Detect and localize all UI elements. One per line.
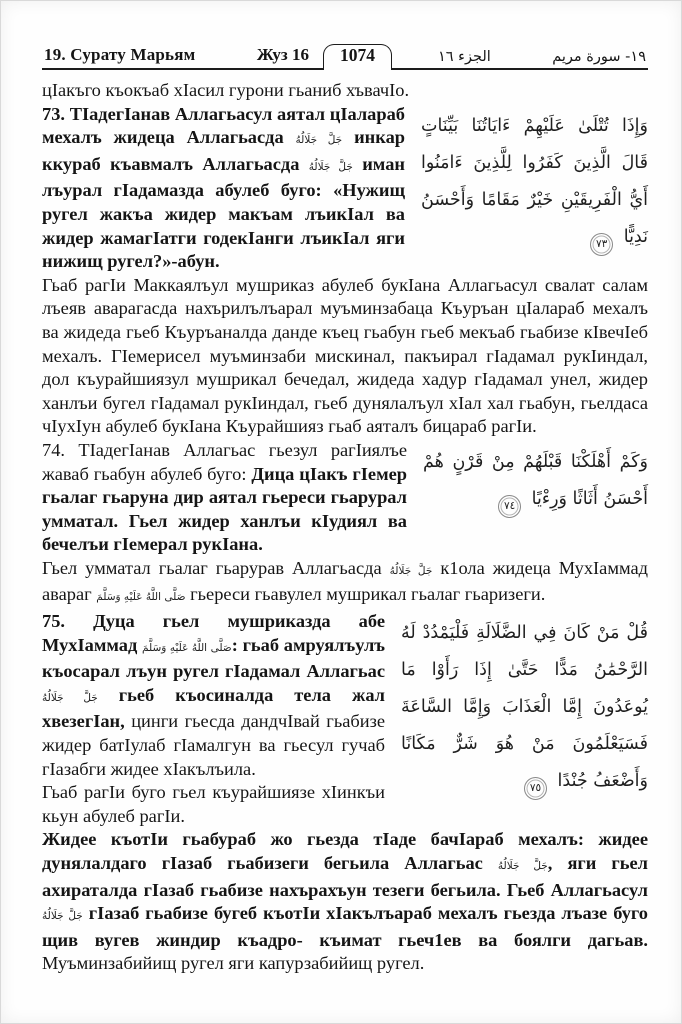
verse-75-closing-bold-1: Жидее къотIи гьабураб жо гьезда тIаде бачIараб мехалъ: жидее дунялалдаго гIазаб гьабизеги бегьила Аллагьас: [42, 829, 648, 873]
ayah-number-74: ٧٤: [498, 495, 521, 518]
verse-75-arabic-block: [401, 613, 648, 800]
verse-74-commentary-2: к1ола жидеца МухIаммад авараг: [42, 557, 649, 605]
intro-line-text: цIакъго къокъаб хIасил гурони гьаниб хъвачIо.: [42, 80, 410, 100]
verse-75-closing-regular: Муъминзабийищ ругел яги капурзабийищ ругел.: [42, 953, 425, 974]
juz-label-cyrillic: Жуз 16: [256, 45, 309, 64]
verse-73-section: [42, 103, 648, 439]
jalla-jalaluhu-honorific: جَلَّ جَلَالُهُ: [389, 564, 433, 577]
verse-75-commentary-text: Гьаб рагIи буго гьел къурайшиязе хIинкъи кьун абулеб рагIи.: [42, 782, 385, 826]
page-header: [42, 44, 648, 70]
verse-74-bold: Дица цIакъ гIемер гьалаг гьаруна дир аятал гьереси гьарурал умматал. Гьел жидер ханлъи кIудиял ва бечелъи гIемерал рукIана.: [42, 463, 408, 555]
verse-74-commentary-3: гьереси гьавулел мушрикал гьалаг гьаризеги.: [185, 584, 546, 605]
sallallahu-honorific: صَلَّى اللَّهُ عَلَيْهِ وَسَلَّمَ: [96, 591, 186, 604]
verse-73-commentary: [42, 274, 648, 439]
verse-74-arabic-text: وَكَمْ أَهْلَكْنَا قَبْلَهُمْ مِنْ قَرْنٍ هُمْ أَحْسَنُ أَثَاثًا وَرِءْيًا: [423, 451, 648, 509]
verse-75-bold-3: гьеб къосиналда тела жал хвезегIан,: [42, 684, 385, 732]
verse-73-commentary-text: Гьаб рагIи Маккаялъул мушриказ абулеб букIана Аллагьасул свалат салам лъеяв аварагасда нахърилълъарал муъминзабаца Къуръан цIалараб мехалъ ва жидеда гьеб Къуръаналда данде къец гьабун гьеб мекъаб гьабизе кIвечIеб мехалъ. ГIемерисел муъминзаби мискинал, пакъирал гIадамал рукIиндал, дол къурайшиязул мушрикал бечедал, жидеда хадур гIадамал унел, жидер ханлъи бугел гIадамал рукIиндал, гьеб дунялалъул хIал хал гьабун, гьелдаса чIухIун абулеб букIана Къурайшияз гьаб аяталъ бицараб рагIи.: [42, 274, 648, 437]
page-number-tab: [323, 44, 392, 70]
surah-title-arabic: ١٩- سورة مريم: [552, 49, 646, 65]
verse-75-arabic-text: قُلْ مَنْ كَانَ فِي الضَّلَالَةِ فَلْيَمْدُدْ لَهُ الرَّحْمَٰنُ مَدًّا حَتَّىٰ إِذَا رَأَوْا مَا يُوعَدُونَ إِمَّا الْعَذَابَ وَإِمَّا السَّاعَةَ فَسَيَعْلَمُونَ مَنْ هُوَ شَرٌّ مَكَانًا وَأَضْعَفُ جُنْدًا: [401, 623, 648, 792]
verse-75-bold-2: : гьаб амруялъулъ къосарал лъун ругел гIадамал Аллагьас: [42, 634, 386, 682]
jalla-jalaluhu-honorific: جَلَّ جَلَالُهُ: [497, 860, 548, 872]
juz-label-arabic: الجزء ١٦: [437, 49, 491, 65]
verse-74-arabic-block: [423, 442, 648, 518]
jalla-jalaluhu-honorific: جَلَّ جَلَالُهُ: [295, 134, 343, 147]
sallallahu-honorific: صَلَّى اللَّهُ عَلَيْهِ وَسَلَّمَ: [142, 641, 232, 654]
ayah-number-75: ٧٥: [524, 777, 547, 800]
jalla-jalaluhu-honorific: جَلَّ جَلَالُهُ: [42, 910, 83, 923]
jalla-jalaluhu-honorific: جَلَّ جَلَالُهُ: [308, 160, 353, 173]
verse-73-bold-1: 73. ТIадегIанав Аллагьасул аятал цIалараб мехалъ жидеца Аллагьасда: [42, 103, 405, 148]
verse-75-closing: [42, 828, 648, 976]
surah-title-cyrillic: 19. Сурату Марьям: [44, 45, 196, 64]
verse-74-intro: 74. ТIадегIанав Аллагьас гьезул рагIиялъе жаваб гьабун абулеб буго:: [42, 439, 407, 484]
verse-74-commentary-1: Гьел умматал гьалаг гьарурав Аллагьасда: [42, 557, 390, 578]
verse-75-bold-1: 75. Дуца гьел мушриказда абе МухIаммад: [42, 611, 385, 655]
verse-75-section: [42, 610, 648, 976]
verse-75-closing-bold-2: , яги гьел ахираталда гIазаб гьабизе нахърахъун тезеги бегьила. Гьеб Аллагьасул: [42, 853, 648, 900]
ayah-number-73: ٧٣: [590, 233, 613, 256]
intro-line: [42, 79, 648, 103]
verse-73-arabic-text: وَإِذَا تُتْلَىٰ عَلَيْهِمْ ءَايَاتُنَا بَيِّنَاتٍ قَالَ الَّذِينَ كَفَرُوا لِلَّذِينَ ءَامَنُوا أَيُّ الْفَرِيقَيْنِ خَيْرٌ مَقَامًا وَأَحْسَنُ نَدِيًّا: [421, 115, 648, 247]
page-number: 1074: [339, 45, 375, 65]
verse-74-commentary: [42, 557, 648, 610]
verse-74-section: [42, 439, 648, 610]
page-body: [42, 79, 648, 976]
verse-73-bold-3: иман лъурал гIадамазда абулеб буго: «Нужищ ругел жакъа жидер макъам лъикIал ва жидер жамагIатги годекIанги лъикIал яги нижищ ругел?»-абун.: [42, 153, 405, 272]
verse-75-closing-bold-3: гIазаб гьабизе бугеб къотIи хIакълъараб мехалъ гьезда лъазе буго щив вугев жиндир къадро- къимат гьеч1ев ва боялги дагьав.: [42, 903, 648, 950]
verse-75-regular-tail: цинги гьесда дандчIвай гьабизе жидер батIулаб гIамалгун ва гьесул гучаб гIазабги жидее хIакълъила.: [42, 711, 385, 779]
verse-73-arabic-block: [421, 106, 648, 256]
jalla-jalaluhu-honorific: جَلَّ جَلَالُهُ: [42, 691, 98, 704]
verse-73-bold-2: инкар ккураб къавмалъ Аллагьасда: [42, 127, 405, 174]
